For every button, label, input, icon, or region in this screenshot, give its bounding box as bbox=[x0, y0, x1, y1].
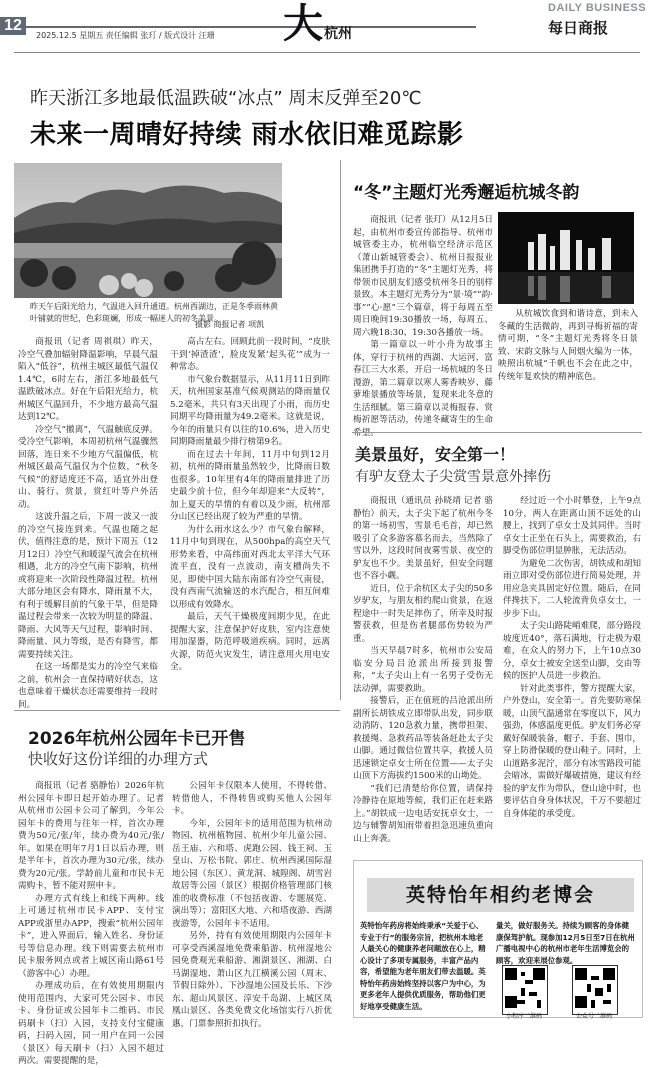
miniprogram-qr-code bbox=[502, 965, 548, 1015]
section-rule bbox=[352, 432, 642, 433]
story1-para: 最后，天气干燥极度间期少见，在此提醒大家，注意保护好皮肤，室内注意使用加湿器，防范呼吸道疾病。同时，远离火源，防范火灾发生，请注意用火用电安全。 bbox=[170, 612, 330, 672]
story4-subtitle: 快收好这份详细的办理方式 bbox=[28, 750, 209, 768]
page-number: 12 bbox=[0, 17, 26, 35]
story4-para: 办理成功后，在有效使用期限内使用范围内，大家可凭公园卡、市民卡、身份证或公园年卡二维码、市民码刷卡（扫）入园，支持支付宝健康码，扫码入园，同一用户在同一公园（景区）每天刷卡（扫）入园不超过两次。需要提醒的是， bbox=[18, 981, 164, 1066]
story1-title: 未来一周晴好持续 雨水依旧难觅踪影 bbox=[30, 120, 464, 150]
story2-column-1 bbox=[353, 214, 493, 440]
story2-para: 商报讯（记者 张玎）从12月5日起，由杭州市委宣传部指导、杭州市城管委主办，杭州临空经济示范区（萧山新城管委会）、杭州日报报业集团携手打造的“冬”主题灯光秀，将带领市民朋友们感受杭州冬日的别样景致。本主题灯光秀分为“景·境”“韵·事”“心·愿”三个篇章，将于每周五至周日晚间19:30播放一场，每周五、周六晚18:30、19:30各播放一场。 bbox=[353, 215, 493, 338]
story1-para: 为什么雨水这么少？市气象台解释，11月中旬到现在，从500hpa的高空天气形势来看，中高纬面对西北太平洋大气环流平直，没有一点波动，南支槽尚失不见，即使中国大陆东南部有冷空气南侵，没有西南气流输送的水汽配合，相互间难以形成有效降水。 bbox=[170, 524, 330, 610]
ad-title: 英特怡年相约老博会 bbox=[367, 878, 634, 912]
story2-para: 从杭城饮食到和谐诗意，到未入冬藏的生活微韵，再到寻梅祈福的寄情可期，“冬”主题灯光秀将冬日景致、宋韵文脉与人间烟火编为一体，映照出杭城“千帆也不会在此之中，传统年复欢快的精神底色。 bbox=[498, 309, 638, 382]
story3-para: “我们已清楚给你位置，请保持冷静待在原地等候，我们正在赶来路上。”胡铁成一边电话安抚卓女士，一边与辅警胡知雨带着担急迅速负重向山上奔袭。 bbox=[353, 783, 493, 844]
issue-info: 2025.12.5 星期五 责任编辑 张玎 / 版式设计 汪珊 bbox=[36, 31, 215, 40]
story1-para: 高占左右。回顾此前一段时间，“皮肤干到‘掉渣渣’，脸皮发紧‘起头花’”成为一种常态。 bbox=[170, 337, 330, 372]
story3-para: 针对此类事件，警方提醒大家，户外登山，安全第一。首先要防寒保暖，山顶气温通常在零度以下，风力强劲，体感温度更低。驴友们务必穿戴好保暖装备，帽子、手套、围巾，穿上防滑保暖的登山鞋子。同时，上山道路多泥泞，部分有冰雪路段可能会暗冰，需做好爆破措施，建议有经验的驴友作为带队，登山途中时，也要评估自身身体状况，千万不要超过自身体能的承受度。 bbox=[503, 683, 641, 819]
story3-para: 近日，位于余杭区太子尖的50多岁驴友，与朋友相约爬山赏景，在返程途中一时失足摔伤了，所幸及时报警获救，但是伤者腿部伤势较为严重。 bbox=[353, 583, 493, 644]
story1-para: 冷空气“撤离”，气温触底反弹。受冷空气影响，本周初杭州气温骤然回落，连日来不少地方气温偏低，杭州城区最高气温仅为个位数，“秋冬气候”的舒适度还不高，适宜外出登山、骑行、赏景，赏红叶等户外活动。 bbox=[18, 424, 158, 510]
light-show-photo bbox=[498, 212, 634, 304]
story1-para: 市气象台数据显示，从11月11日到昨天，杭州国家基准气候观测站的降雨量仅5.2毫米，共只有3天出现了小雨，而历史同期平均降雨量为49.2毫米。这就是说，今年的雨量只有以往的10.6%，进入历史同期降雨量最少排行榜第9名。 bbox=[170, 374, 330, 447]
miniprogram-qr-label: 小程序二维码 bbox=[505, 1013, 542, 1020]
story2-title: “冬”主题灯光秀邂逅杭城冬韵 bbox=[353, 183, 580, 203]
header-rule bbox=[26, 26, 476, 28]
ad-text-left: 英特怡年药房将始终秉承“关爱于心、专业于行”的服务宗旨，把杭州本地老人最关心的健康养老问题放在心上，精心设计了多项专属服务，丰富产品内容，希望能为老年朋友们带去温暖。英特怡年药房始终坚持以客户为中心，为更多老年人提供优质服务，帮助他们更好地享受健康生活。 bbox=[360, 921, 486, 1011]
column-rule bbox=[340, 160, 341, 700]
story3-subtitle: 有驴友登太子尖赏雪景意外摔伤 bbox=[355, 469, 551, 485]
story1-para: 这波升温之后，下周一波又一波的冷空气接连到来。气温也随之起伏，值得注意的是，预计下周五（12月12日）冷空气和暖湿气流会在杭州相遇，北方的冷空气南下影响，杭州或将迎来一次阶段性降温过程。杭州大部分地区会有降水，降雨量不大，有利于缓解目前的气象干旱，但是降温过程会带来一次较为明显的降温、降雨、大风等天气过程，影响时间、降雨量、风力等级，是否有降雪，都需要持续关注。 bbox=[18, 512, 158, 660]
qr-icon bbox=[505, 968, 545, 1008]
story1-para: 在这一场都是实力的冷空气来临之前，杭州会一直保持晴好状态，这也意味着干燥状态还需要维持一段时间。 bbox=[18, 662, 158, 710]
story2-para: 第一篇章以一叶小舟为故事主体，穿行于杭州的西湖、大运河、富春江三大水系，开启一场杭城的冬日漫游，第二篇章以寒人雾香映岁、藤萝堆景播放等场景，复现来北冬意的生活细腻。第三篇章以灵梅报春、赏梅祈愿等活动，传递冬藏寄生的生命 bbox=[353, 340, 493, 425]
header-divider bbox=[14, 52, 640, 53]
story4-column-1 bbox=[18, 780, 164, 1066]
story4-title: 2026年杭州公园年卡已开售 bbox=[28, 729, 246, 749]
story1-kicker: 昨天浙江多地最低温跌破“冰点” 周末反弹至20℃ bbox=[30, 88, 422, 109]
story3-para: 经过近一个小时攀登，上午9点10分，两人在距离山顶不远处的山腰上，找到了卓女士及其同伴。当时卓女士正坐在石头上，需要救治，右脚受伤部位明显肿胀，无法活动。 bbox=[503, 496, 641, 556]
ad-text-right: 量关，做好服务关。持续为顾客的身体健康保驾护航。现参加12月5日至7日在杭州广播电视中心的杭州市老年生活博览会的顾客，欢迎来展位参观。 bbox=[496, 921, 635, 965]
story1-para: 商报讯（记者 周祺琪）昨天，冷空气叠加辐射降温影响，早晨气温陷入“低谷”，杭州主城区最低气温仅1.4℃，6时左右，浙江多地最低气温跌破冰点。好在午后阳光给力，杭州城区气温回升，不少地方最高气温达到12℃。 bbox=[18, 337, 158, 422]
story4-para: 公园年卡仅限本人使用，不得转借、转借他人，不得转售或购买他人公园年卡。 bbox=[172, 781, 332, 816]
story4-para: 今年，公园年卡的适用范围为杭州动物园、杭州植物园、杭州少年儿童公园、岳王庙、六和塔、虎跑公园、钱王祠、玉皇山、万松书院、郭庄、杭州西溪国际湿地公园（东区）、黄龙洞、城隍阁、胡雪岩故居等公园（景区）根据价格管理部门核准的收费标准（不包括夜游、专题展览、演出等）；富阳区大地、六和塔夜游、西湖夜游等，公园年卡不适用。 bbox=[172, 818, 332, 929]
story3-column-2 bbox=[503, 495, 641, 850]
masthead-title: 每日商报 bbox=[548, 19, 609, 37]
story2-column-2 bbox=[498, 308, 638, 438]
westlake-photo bbox=[14, 163, 282, 298]
section-rule bbox=[14, 710, 340, 711]
story3-para: 接警后，正在值班的吕沧派出所副所长胡铁成立即带队出发，同步联动消防、120急救力量，携带担架、救援绳、急救药品等装备赶赴太子尖山脚。通过微信位置共享，救援人员迅速锁定卓女士所在位置——太子尖山顶下方海拔约1500米的山坳处。 bbox=[353, 696, 493, 781]
story3-para: 商报讯（通讯员 孙晓靖 记者 骆静怡）前天，太子尖下起了杭州今冬的第一场初雪，雪景毛毛首，却已然吸引了众多游客慕名而去，当然除了雪以外，这段时间夜雾雪景、夜空的驴友也不少。美景虽好，但安全问题也不容小觑。 bbox=[353, 496, 493, 581]
qr-icon bbox=[575, 968, 615, 1008]
wechat-qr-label: 公众号二维码 bbox=[575, 1013, 612, 1020]
section-char: 大 bbox=[283, 0, 323, 47]
story1-column-2 bbox=[170, 336, 330, 698]
photo-credit: 摄影 商报记者 项凯 bbox=[195, 320, 265, 329]
story3-column-1 bbox=[353, 495, 493, 850]
story4-column-2 bbox=[172, 780, 332, 1029]
story4-para: 商报讯（记者 骆静怡）2026年杭州公园年卡即日起开始办理了。记者从杭州市公园卡公司了解到，今年公园年卡的费用与往年一样，首次办理费为50元/张/年，续办费为40元/张/年。如果在明年7月1日以后办理，则是半年卡，首次办理为30元/张，续办费为20元/张。学龄前儿童和市民卡无需购卡，暂不能对照申卡。 bbox=[18, 781, 164, 891]
story3-para: 太子尖山路陡峭难爬，部分路段坡度近40°，落石满地，行走极为艰难，在众人的努力下，上午10点30分，卓女士被安全送至山脚，交由等候的医护人员进一步救治。 bbox=[503, 621, 641, 681]
photo-caption: 昨天午后阳光给力，气温进入回升通道。杭州西湖边，正是冬季雨林黄叶铺就的世纪，色彩斑斓，形成一幅迷人的初冬美景。 bbox=[30, 302, 278, 323]
story3-title: 美景虽好，安全第一！ bbox=[355, 445, 516, 464]
masthead-english: DAILY BUSINESS bbox=[548, 2, 647, 14]
story1-column-1 bbox=[18, 336, 158, 710]
story1-para: 而在过去十年间，11月中旬到12月初，杭州的降雨量虽然较少，比降雨日数也很多。10年里有4年的降雨量排进了历史最少前十位，但今年却迎来“大反转”，加上夏天的旱情的有着以及少雨，杭州部分山区已经出现了较为严重的旱情。 bbox=[170, 449, 330, 522]
wechat-qr-code bbox=[572, 965, 618, 1015]
story4-para: 办理方式有线上和线下两种。线上可通过杭州市民卡APP、支付宝APP或浙里办APP，搜索“杭州公园年卡”，进入界面后，输入姓名、身份证号等信息办理。线下则需要去杭州市民卡服务网点或者上城区南山路61号（游客中心）办理。 bbox=[18, 893, 164, 979]
story4-para: 另外，持有有效使用期限内公园年卡可享受西溪湿地免费乘船游、杭州湿地公园免费观光乘船游、湘湖景区、湘湖、白马湖湿地、萧山区九江横溪公园（周末、节假日除外）、下沙湿地公园及长乐、下沙东、超山风景区、淳安千岛湖、上城区凤凰山景区、各类免费文化场馆实行八折优惠，门票参照折扣执行。 bbox=[172, 931, 332, 1029]
story3-para: 当天早晨7时多，杭州市公安局临安分局吕沧派出所接到报警称，“太子尖山上有一名男子受伤无法动弹，需要救助。 bbox=[353, 646, 493, 694]
story3-para: 为避免二次伤害，胡铁成和胡知雨立即对受伤部位进行简易处理，并用应急夹具固定好位置。随后，在同伴搀扶下，二人轮流背负卓女士，一步步下山。 bbox=[503, 558, 641, 619]
section-city: 杭州 bbox=[324, 26, 352, 42]
